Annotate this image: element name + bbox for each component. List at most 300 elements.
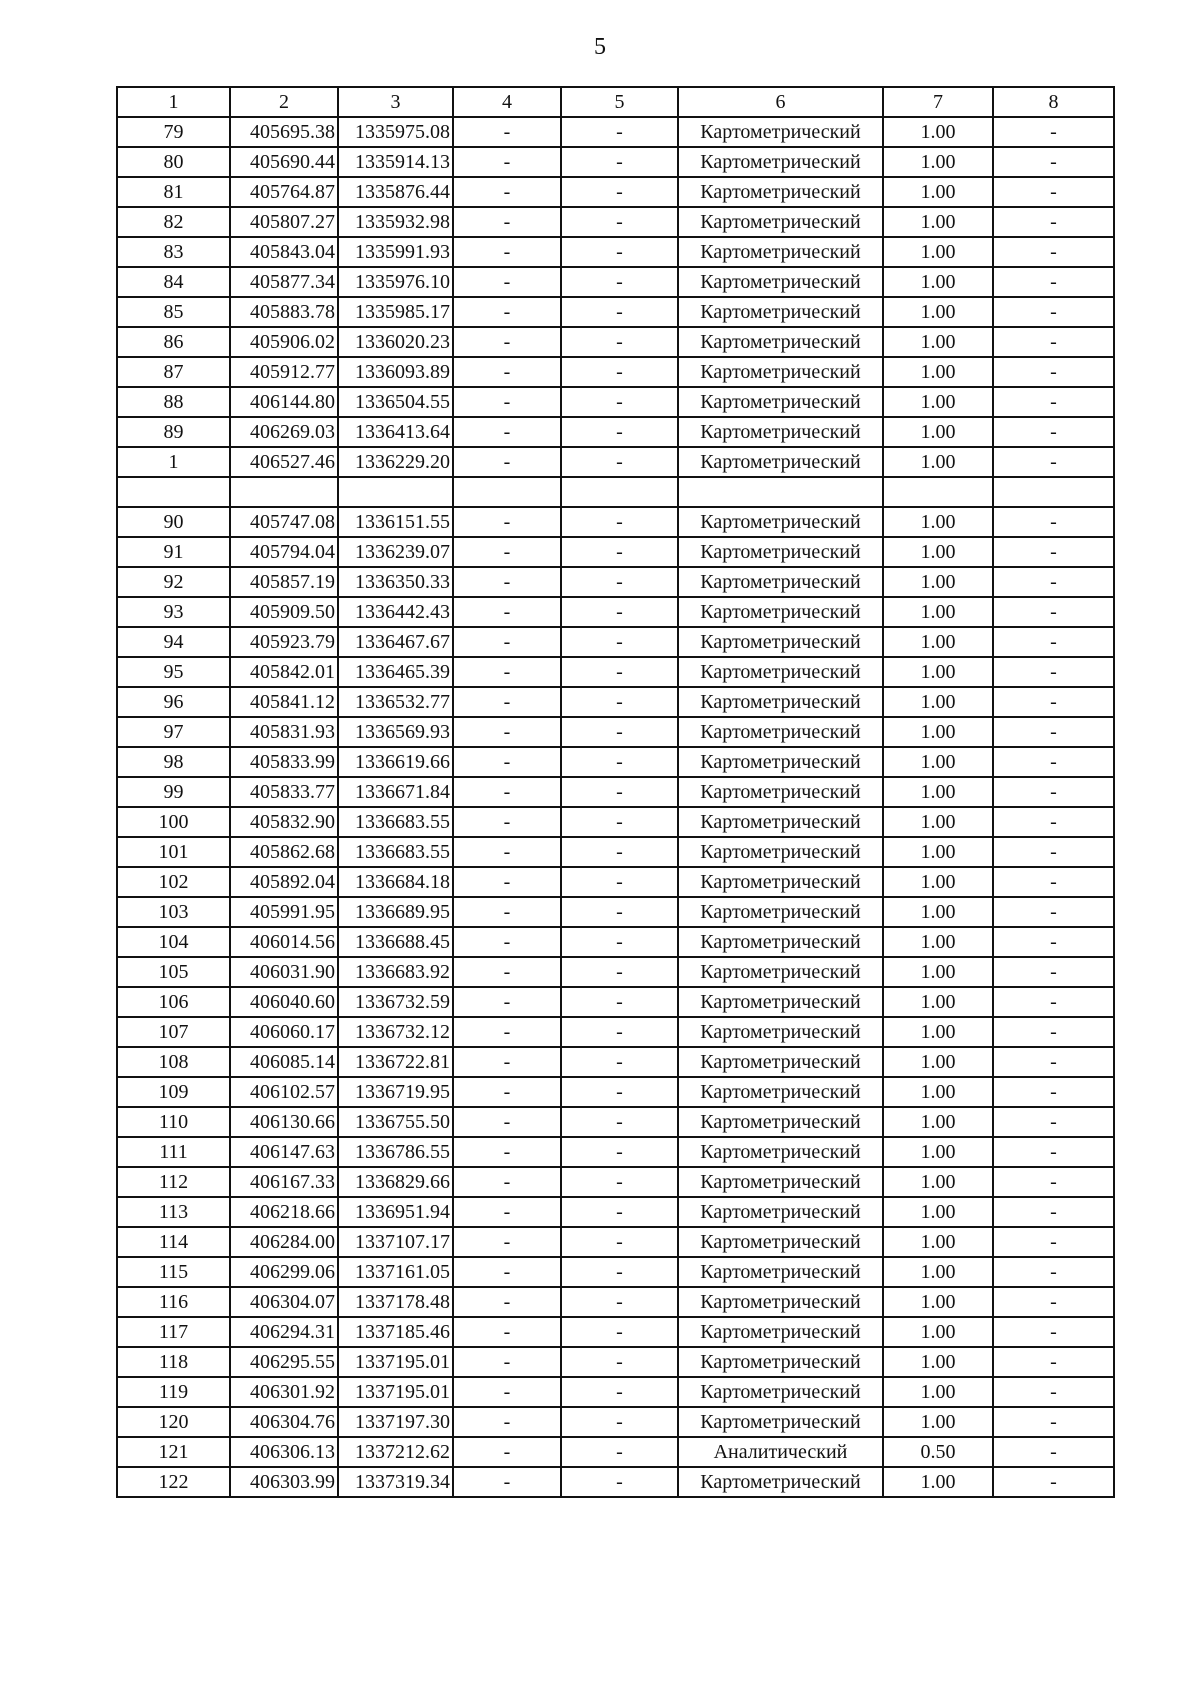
col-5-cell: - (561, 537, 678, 567)
point-number-cell: 121 (117, 1437, 230, 1467)
col-8-cell: - (993, 1227, 1114, 1257)
table-row (117, 1407, 1114, 1437)
table-row (117, 1437, 1114, 1467)
method-cell: Картометрический (678, 927, 883, 957)
table-row (117, 747, 1114, 777)
point-number-cell: 108 (117, 1047, 230, 1077)
col-8-cell: - (993, 1137, 1114, 1167)
coordinates-table (116, 86, 1115, 1498)
point-number-cell: 85 (117, 297, 230, 327)
method-cell: Картометрический (678, 807, 883, 837)
col-5-cell: - (561, 447, 678, 477)
col-8-cell: - (993, 1257, 1114, 1287)
y-coordinate-cell: 1335991.93 (338, 237, 453, 267)
accuracy-cell: 1.00 (883, 597, 993, 627)
x-coordinate-cell: 406306.13 (230, 1437, 338, 1467)
method-cell: Картометрический (678, 507, 883, 537)
accuracy-cell: 1.00 (883, 1317, 993, 1347)
accuracy-cell: 1.00 (883, 297, 993, 327)
x-coordinate-cell: 405833.99 (230, 747, 338, 777)
col-4-cell: - (453, 1167, 561, 1197)
method-cell: Картометрический (678, 1287, 883, 1317)
table-row (117, 357, 1114, 387)
col-4-cell: - (453, 1377, 561, 1407)
table-row (117, 687, 1114, 717)
point-number-cell: 80 (117, 147, 230, 177)
col-4-cell: - (453, 1407, 561, 1437)
table-row (117, 537, 1114, 567)
table-row (117, 1137, 1114, 1167)
method-cell: Картометрический (678, 1317, 883, 1347)
col-5-cell: - (561, 1257, 678, 1287)
col-5-cell: - (561, 987, 678, 1017)
table-row (117, 447, 1114, 477)
col-5-cell: - (561, 1137, 678, 1167)
x-coordinate-cell: 405857.19 (230, 567, 338, 597)
col-5-cell: - (561, 327, 678, 357)
point-number-cell: 113 (117, 1197, 230, 1227)
accuracy-cell: 1.00 (883, 927, 993, 957)
point-number-cell: 94 (117, 627, 230, 657)
col-5-cell: - (561, 387, 678, 417)
col-4-cell: - (453, 1107, 561, 1137)
accuracy-cell: 1.00 (883, 1047, 993, 1077)
accuracy-cell: 1.00 (883, 987, 993, 1017)
col-5-cell: - (561, 1107, 678, 1137)
col-8-cell: - (993, 627, 1114, 657)
table-row (117, 837, 1114, 867)
method-cell: Картометрический (678, 567, 883, 597)
accuracy-cell: 1.00 (883, 717, 993, 747)
col-4-cell: - (453, 1437, 561, 1467)
y-coordinate-cell: 1337195.01 (338, 1377, 453, 1407)
col-4-cell: - (453, 1077, 561, 1107)
point-number-cell: 112 (117, 1167, 230, 1197)
accuracy-cell: 1.00 (883, 687, 993, 717)
x-coordinate-cell: 406294.31 (230, 1317, 338, 1347)
y-coordinate-cell: 1336719.95 (338, 1077, 453, 1107)
accuracy-cell (883, 477, 993, 507)
y-coordinate-cell: 1337319.34 (338, 1467, 453, 1497)
y-coordinate-cell: 1336442.43 (338, 597, 453, 627)
col-4-cell: - (453, 1257, 561, 1287)
col-4-cell: - (453, 537, 561, 567)
x-coordinate-cell: 406031.90 (230, 957, 338, 987)
col-8-cell: - (993, 1107, 1114, 1137)
col-4-cell: - (453, 297, 561, 327)
point-number-cell: 119 (117, 1377, 230, 1407)
x-coordinate-cell: 405695.38 (230, 117, 338, 147)
col-8-cell: - (993, 1317, 1114, 1347)
accuracy-cell: 1.00 (883, 387, 993, 417)
method-cell: Картометрический (678, 177, 883, 207)
col-5-cell: - (561, 597, 678, 627)
x-coordinate-cell: 405833.77 (230, 777, 338, 807)
accuracy-cell: 1.00 (883, 237, 993, 267)
x-coordinate-cell: 406284.00 (230, 1227, 338, 1257)
col-4-cell: - (453, 957, 561, 987)
col-5-cell: - (561, 1197, 678, 1227)
method-cell: Картометрический (678, 297, 883, 327)
accuracy-cell: 1.00 (883, 1407, 993, 1437)
table-row (117, 597, 1114, 627)
col-5-cell: - (561, 687, 678, 717)
accuracy-cell: 1.00 (883, 327, 993, 357)
method-cell: Картометрический (678, 1197, 883, 1227)
col-5-cell: - (561, 1407, 678, 1437)
point-number-cell: 104 (117, 927, 230, 957)
header-cell-7: 7 (883, 87, 993, 117)
col-5-cell: - (561, 657, 678, 687)
table-row (117, 987, 1114, 1017)
method-cell: Картометрический (678, 957, 883, 987)
col-5-cell: - (561, 777, 678, 807)
col-4-cell: - (453, 897, 561, 927)
table-row (117, 927, 1114, 957)
accuracy-cell: 1.00 (883, 1167, 993, 1197)
col-4-cell: - (453, 1347, 561, 1377)
y-coordinate-cell: 1336350.33 (338, 567, 453, 597)
col-8-cell: - (993, 657, 1114, 687)
col-8-cell: - (993, 897, 1114, 927)
method-cell: Картометрический (678, 147, 883, 177)
col-4-cell: - (453, 1227, 561, 1257)
x-coordinate-cell: 406304.76 (230, 1407, 338, 1437)
y-coordinate-cell: 1336689.95 (338, 897, 453, 927)
method-cell: Картометрический (678, 117, 883, 147)
method-cell: Картометрический (678, 327, 883, 357)
method-cell: Картометрический (678, 597, 883, 627)
x-coordinate-cell: 406014.56 (230, 927, 338, 957)
method-cell: Картометрический (678, 777, 883, 807)
col-5-cell: - (561, 807, 678, 837)
point-number-cell: 1 (117, 447, 230, 477)
method-cell: Картометрический (678, 1227, 883, 1257)
point-number-cell: 96 (117, 687, 230, 717)
header-cell-6: 6 (678, 87, 883, 117)
method-cell: Картометрический (678, 1407, 883, 1437)
table-row (117, 807, 1114, 837)
point-number-cell: 100 (117, 807, 230, 837)
accuracy-cell: 1.00 (883, 507, 993, 537)
x-coordinate-cell: 405877.34 (230, 267, 338, 297)
col-8-cell: - (993, 1377, 1114, 1407)
point-number-cell: 87 (117, 357, 230, 387)
method-cell: Картометрический (678, 1017, 883, 1047)
method-cell: Картометрический (678, 357, 883, 387)
col-4-cell: - (453, 927, 561, 957)
method-cell: Картометрический (678, 207, 883, 237)
col-4-cell: - (453, 267, 561, 297)
col-4-cell: - (453, 657, 561, 687)
x-coordinate-cell: 406301.92 (230, 1377, 338, 1407)
point-number-cell: 110 (117, 1107, 230, 1137)
method-cell: Картометрический (678, 1467, 883, 1497)
method-cell: Картометрический (678, 447, 883, 477)
col-5-cell: - (561, 927, 678, 957)
table-row (117, 1167, 1114, 1197)
y-coordinate-cell: 1336684.18 (338, 867, 453, 897)
point-number-cell: 122 (117, 1467, 230, 1497)
y-coordinate-cell: 1336619.66 (338, 747, 453, 777)
accuracy-cell: 1.00 (883, 357, 993, 387)
y-coordinate-cell: 1337107.17 (338, 1227, 453, 1257)
col-8-cell: - (993, 1437, 1114, 1467)
y-coordinate-cell: 1335914.13 (338, 147, 453, 177)
col-4-cell: - (453, 867, 561, 897)
col-4-cell: - (453, 417, 561, 447)
x-coordinate-cell: 406269.03 (230, 417, 338, 447)
point-number-cell: 103 (117, 897, 230, 927)
table-row (117, 567, 1114, 597)
accuracy-cell: 0.50 (883, 1437, 993, 1467)
y-coordinate-cell: 1337212.62 (338, 1437, 453, 1467)
y-coordinate-cell: 1336413.64 (338, 417, 453, 447)
col-5-cell: - (561, 1347, 678, 1377)
col-5-cell: - (561, 837, 678, 867)
col-8-cell: - (993, 207, 1114, 237)
method-cell: Картометрический (678, 897, 883, 927)
method-cell: Картометрический (678, 987, 883, 1017)
col-5-cell: - (561, 177, 678, 207)
y-coordinate-cell: 1337195.01 (338, 1347, 453, 1377)
col-4-cell: - (453, 177, 561, 207)
col-8-cell: - (993, 1047, 1114, 1077)
col-8-cell: - (993, 177, 1114, 207)
table-row (117, 777, 1114, 807)
col-5-cell: - (561, 567, 678, 597)
point-number-cell: 98 (117, 747, 230, 777)
y-coordinate-cell: 1336683.55 (338, 807, 453, 837)
col-8-cell: - (993, 1467, 1114, 1497)
point-number-cell: 116 (117, 1287, 230, 1317)
y-coordinate-cell: 1336504.55 (338, 387, 453, 417)
table-row (117, 897, 1114, 927)
table-row (117, 297, 1114, 327)
y-coordinate-cell: 1336569.93 (338, 717, 453, 747)
method-cell: Картометрический (678, 537, 883, 567)
header-cell-8: 8 (993, 87, 1114, 117)
table-row (117, 957, 1114, 987)
col-5-cell: - (561, 1467, 678, 1497)
y-coordinate-cell: 1336151.55 (338, 507, 453, 537)
accuracy-cell: 1.00 (883, 747, 993, 777)
point-number-cell: 107 (117, 1017, 230, 1047)
col-8-cell (993, 477, 1114, 507)
method-cell: Картометрический (678, 867, 883, 897)
y-coordinate-cell: 1336755.50 (338, 1107, 453, 1137)
col-5-cell: - (561, 417, 678, 447)
point-number-cell: 88 (117, 387, 230, 417)
x-coordinate-cell: 405747.08 (230, 507, 338, 537)
table-body (117, 87, 1114, 1497)
x-coordinate-cell: 406218.66 (230, 1197, 338, 1227)
col-4-cell (453, 477, 561, 507)
x-coordinate-cell: 406303.99 (230, 1467, 338, 1497)
accuracy-cell: 1.00 (883, 567, 993, 597)
col-8-cell: - (993, 927, 1114, 957)
col-5-cell: - (561, 1437, 678, 1467)
y-coordinate-cell: 1336683.92 (338, 957, 453, 987)
accuracy-cell: 1.00 (883, 1227, 993, 1257)
col-5-cell: - (561, 627, 678, 657)
point-number-cell: 86 (117, 327, 230, 357)
col-8-cell: - (993, 267, 1114, 297)
x-coordinate-cell: 406527.46 (230, 447, 338, 477)
accuracy-cell: 1.00 (883, 207, 993, 237)
col-8-cell: - (993, 957, 1114, 987)
col-4-cell: - (453, 567, 561, 597)
accuracy-cell: 1.00 (883, 1257, 993, 1287)
col-5-cell: - (561, 297, 678, 327)
col-8-cell: - (993, 327, 1114, 357)
col-4-cell: - (453, 687, 561, 717)
col-8-cell: - (993, 417, 1114, 447)
col-4-cell: - (453, 1317, 561, 1347)
method-cell: Картометрический (678, 1047, 883, 1077)
y-coordinate-cell: 1336020.23 (338, 327, 453, 357)
accuracy-cell: 1.00 (883, 837, 993, 867)
table-row (117, 1287, 1114, 1317)
col-4-cell: - (453, 1467, 561, 1497)
point-number-cell: 99 (117, 777, 230, 807)
table-row (117, 1107, 1114, 1137)
col-8-cell: - (993, 147, 1114, 177)
y-coordinate-cell: 1336683.55 (338, 837, 453, 867)
point-number-cell: 89 (117, 417, 230, 447)
point-number-cell: 114 (117, 1227, 230, 1257)
x-coordinate-cell: 405862.68 (230, 837, 338, 867)
x-coordinate-cell: 406299.06 (230, 1257, 338, 1287)
x-coordinate-cell: 406085.14 (230, 1047, 338, 1077)
col-5-cell: - (561, 1077, 678, 1107)
x-coordinate-cell: 405794.04 (230, 537, 338, 567)
col-8-cell: - (993, 807, 1114, 837)
col-4-cell: - (453, 1137, 561, 1167)
table-row (117, 867, 1114, 897)
col-4-cell: - (453, 447, 561, 477)
point-number-cell: 105 (117, 957, 230, 987)
point-number-cell: 93 (117, 597, 230, 627)
col-4-cell: - (453, 1047, 561, 1077)
col-8-cell: - (993, 597, 1114, 627)
y-coordinate-cell: 1336467.67 (338, 627, 453, 657)
col-5-cell: - (561, 867, 678, 897)
table-row (117, 237, 1114, 267)
col-5-cell: - (561, 267, 678, 297)
point-number-cell (117, 477, 230, 507)
col-4-cell: - (453, 987, 561, 1017)
col-8-cell: - (993, 987, 1114, 1017)
col-8-cell: - (993, 1197, 1114, 1227)
x-coordinate-cell: 406060.17 (230, 1017, 338, 1047)
col-5-cell: - (561, 1317, 678, 1347)
col-4-cell: - (453, 507, 561, 537)
y-coordinate-cell: 1336093.89 (338, 357, 453, 387)
table-header-row (117, 87, 1114, 117)
col-8-cell: - (993, 357, 1114, 387)
method-cell: Картометрический (678, 1107, 883, 1137)
header-cell-3: 3 (338, 87, 453, 117)
method-cell: Картометрический (678, 687, 883, 717)
x-coordinate-cell: 406295.55 (230, 1347, 338, 1377)
col-5-cell: - (561, 357, 678, 387)
method-cell: Картометрический (678, 717, 883, 747)
x-coordinate-cell: 405912.77 (230, 357, 338, 387)
table-row (117, 417, 1114, 447)
col-8-cell: - (993, 237, 1114, 267)
col-4-cell: - (453, 837, 561, 867)
method-cell: Картометрический (678, 1137, 883, 1167)
method-cell: Картометрический (678, 417, 883, 447)
col-8-cell: - (993, 777, 1114, 807)
accuracy-cell: 1.00 (883, 777, 993, 807)
col-8-cell: - (993, 867, 1114, 897)
point-number-cell: 92 (117, 567, 230, 597)
col-4-cell: - (453, 207, 561, 237)
col-5-cell: - (561, 1287, 678, 1317)
method-cell: Картометрический (678, 267, 883, 297)
accuracy-cell: 1.00 (883, 897, 993, 927)
col-4-cell: - (453, 717, 561, 747)
accuracy-cell: 1.00 (883, 1287, 993, 1317)
col-4-cell: - (453, 747, 561, 777)
col-4-cell: - (453, 147, 561, 177)
accuracy-cell: 1.00 (883, 1017, 993, 1047)
x-coordinate-cell: 406304.07 (230, 1287, 338, 1317)
accuracy-cell: 1.00 (883, 867, 993, 897)
col-8-cell: - (993, 717, 1114, 747)
accuracy-cell: 1.00 (883, 1197, 993, 1227)
method-cell: Картометрический (678, 657, 883, 687)
accuracy-cell: 1.00 (883, 267, 993, 297)
col-5-cell: - (561, 147, 678, 177)
col-5-cell: - (561, 747, 678, 777)
col-8-cell: - (993, 837, 1114, 867)
accuracy-cell: 1.00 (883, 807, 993, 837)
y-coordinate-cell: 1337197.30 (338, 1407, 453, 1437)
method-cell: Картометрический (678, 627, 883, 657)
y-coordinate-cell: 1335876.44 (338, 177, 453, 207)
x-coordinate-cell: 405843.04 (230, 237, 338, 267)
y-coordinate-cell (338, 477, 453, 507)
method-cell (678, 477, 883, 507)
col-4-cell: - (453, 387, 561, 417)
x-coordinate-cell (230, 477, 338, 507)
col-8-cell: - (993, 537, 1114, 567)
method-cell: Картометрический (678, 1167, 883, 1197)
x-coordinate-cell: 405841.12 (230, 687, 338, 717)
accuracy-cell: 1.00 (883, 657, 993, 687)
table-row (117, 1317, 1114, 1347)
point-number-cell: 83 (117, 237, 230, 267)
table-row (117, 1017, 1114, 1047)
table-row (117, 207, 1114, 237)
table-row (117, 1047, 1114, 1077)
x-coordinate-cell: 405764.87 (230, 177, 338, 207)
point-number-cell: 117 (117, 1317, 230, 1347)
point-number-cell: 109 (117, 1077, 230, 1107)
col-8-cell: - (993, 297, 1114, 327)
point-number-cell: 120 (117, 1407, 230, 1437)
col-5-cell: - (561, 1017, 678, 1047)
col-5-cell: - (561, 717, 678, 747)
table-row (117, 1257, 1114, 1287)
col-4-cell: - (453, 1197, 561, 1227)
col-4-cell: - (453, 627, 561, 657)
y-coordinate-cell: 1336688.45 (338, 927, 453, 957)
col-8-cell: - (993, 117, 1114, 147)
